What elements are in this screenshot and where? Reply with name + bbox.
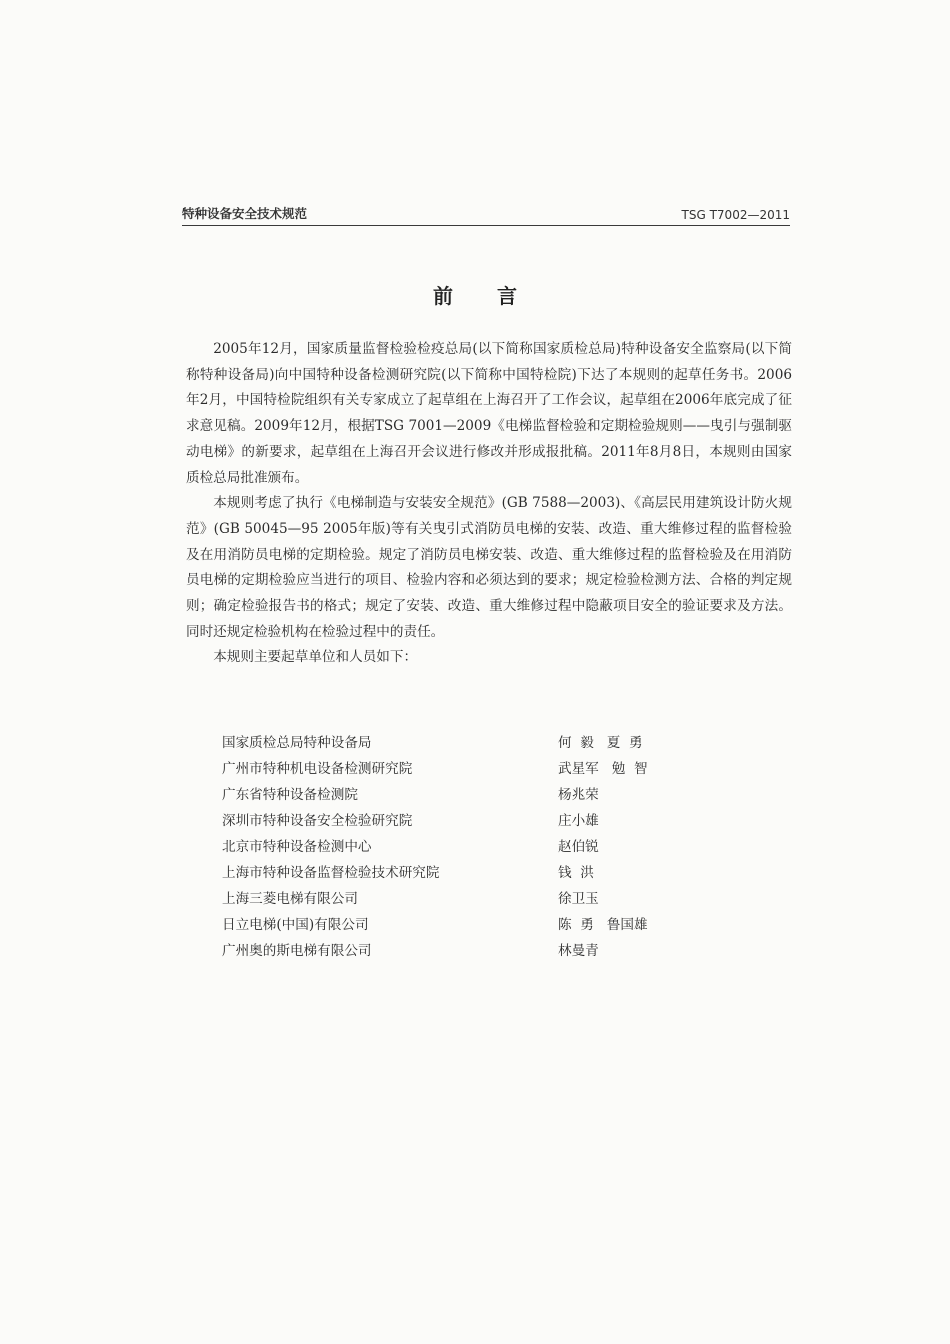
drafter-row <box>222 886 742 912</box>
drafter-people: 何 毅 夏 勇 <box>558 735 643 751</box>
drafter-row <box>222 808 742 834</box>
paragraph-scope: 本规则考虑了执行《电梯制造与安装安全规范》(GB 7588—2003)、《高层民用建筑设计防火规范》(GB 50045—95 2005年版)等有关曳引式消防员电梯的安装、改造、重大维修过程的监督检验及在用消防员电梯的定期检验。规定了消防员电梯安装、改造、重大维修过程的监督检验及在用消防员电梯的定期检验应当进行的项目、检验内容和必须达到的要求；规定检验检测方法、合格的判定规则；确定检验报告书的格式；规定了安装、改造、重大维修过程中隐蔽项目安全的验证要求及方法。同时还规定检验机构在检验过程中的责任。 <box>186 495 792 640</box>
page-title: 前言 <box>433 284 561 308</box>
drafter-row <box>222 782 742 808</box>
drafter-people: 林曼青 <box>558 943 599 959</box>
drafter-row <box>222 730 742 756</box>
drafter-unit: 广州奥的斯电梯有限公司 <box>222 943 372 959</box>
drafter-unit: 广州市特种机电设备检测研究院 <box>222 761 413 777</box>
drafter-unit: 深圳市特种设备安全检验研究院 <box>222 813 413 829</box>
drafter-row <box>222 938 742 964</box>
drafter-row <box>222 834 742 860</box>
drafter-row <box>222 912 742 938</box>
drafter-people: 武星军 勉 智 <box>558 761 648 777</box>
drafter-people: 赵伯锐 <box>558 839 599 855</box>
paragraph-drafters-intro: 本规则主要起草单位和人员如下： <box>213 649 418 666</box>
drafter-unit: 上海三菱电梯有限公司 <box>222 891 358 907</box>
drafter-row <box>222 756 742 782</box>
drafter-people: 陈 勇 鲁国雄 <box>558 917 648 933</box>
drafter-unit: 上海市特种设备监督检验技术研究院 <box>222 865 440 881</box>
drafter-unit: 广东省特种设备检测院 <box>222 787 358 803</box>
paragraph-history: 2005年12月，国家质量监督检验检疫总局(以下简称国家质检总局)特种设备安全监察局(以下简称特种设备局)向中国特种设备检测研究院(以下简称中国特检院)下达了本规则的起草任务书。2006年2月，中国特检院组织有关专家成立了起草组在上海召开了工作会议，起草组在2006年底完成了征求意见稿。2009年12月，根据TSG 7001—2009《电梯监督检验和定期检验规则——曳引与强制驱动电梯》的新要求，起草组在上海召开会议进行修改并形成报批稿。2011年8月8日，本规则由国家质检总局批准颁布。 <box>186 341 792 486</box>
drafter-row <box>222 860 742 886</box>
drafter-people: 杨兆荣 <box>558 787 599 803</box>
preface-body <box>186 337 792 671</box>
header-standard-category: 特种设备安全技术规范 <box>182 206 308 221</box>
header-standard-number: TSG T7002—2011 <box>681 208 790 222</box>
drafter-unit: 北京市特种设备检测中心 <box>222 839 372 855</box>
drafter-people: 庄小雄 <box>558 813 599 829</box>
drafter-unit: 日立电梯(中国)有限公司 <box>222 917 369 933</box>
drafter-unit: 国家质检总局特种设备局 <box>222 735 372 751</box>
drafter-people: 徐卫玉 <box>558 891 599 907</box>
running-header <box>182 203 790 226</box>
drafter-people: 钱 洪 <box>558 865 594 881</box>
drafters-list <box>222 730 742 964</box>
